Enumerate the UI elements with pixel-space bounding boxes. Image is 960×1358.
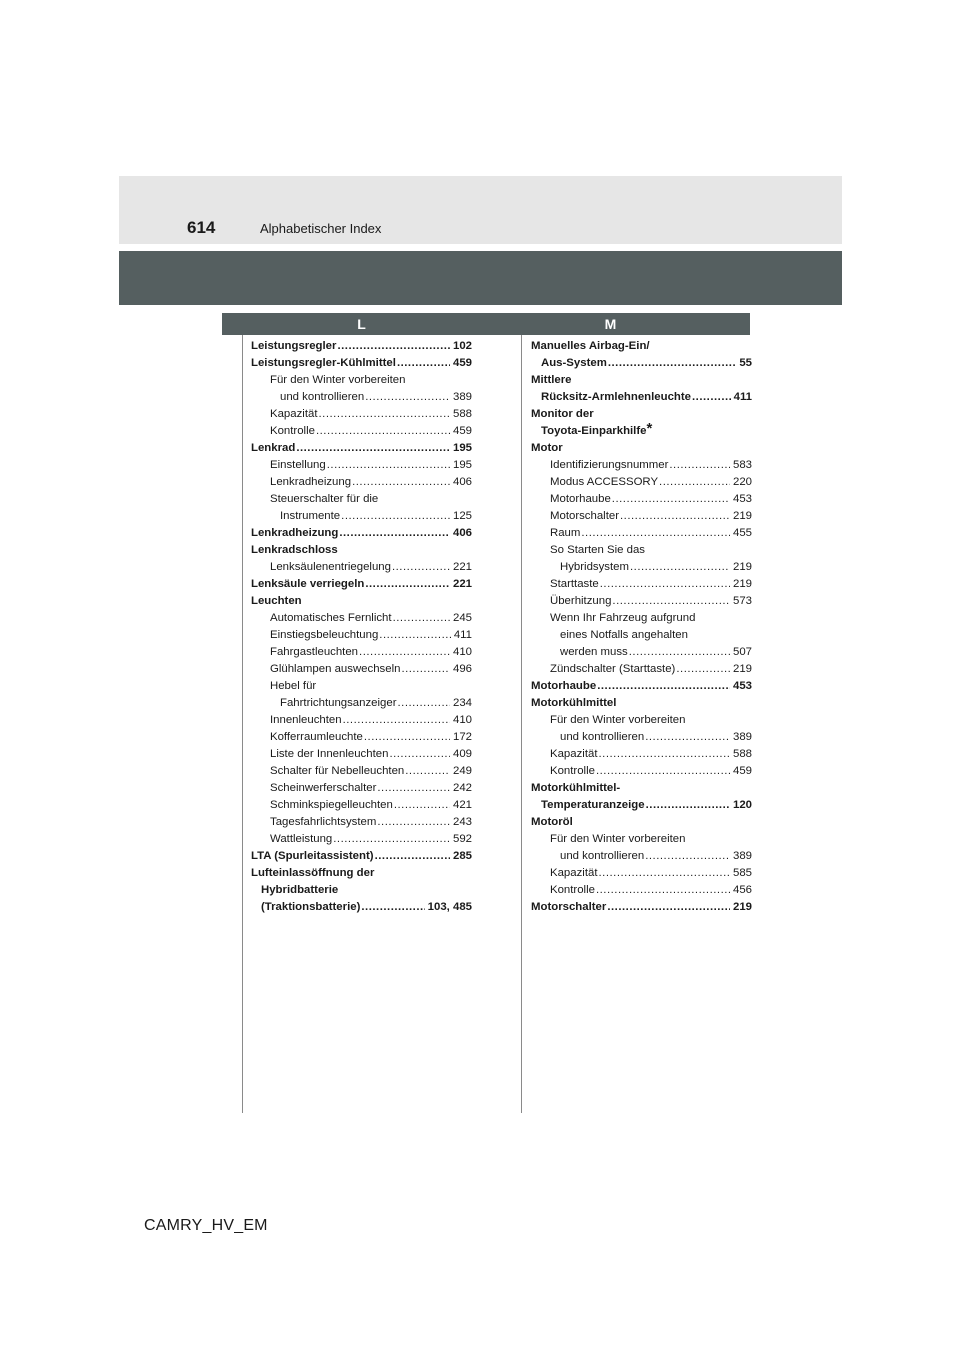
page-reference: 592 bbox=[452, 833, 472, 845]
page-reference: 410 bbox=[452, 714, 472, 726]
entry-term: So Starten Sie das bbox=[550, 544, 645, 556]
index-entry bbox=[531, 848, 752, 865]
page-reference: 411 bbox=[453, 629, 472, 641]
dot-leader bbox=[365, 389, 450, 406]
entry-term: Lenkradheizung bbox=[270, 476, 352, 488]
index-entry bbox=[251, 729, 472, 746]
index-heading bbox=[251, 865, 472, 882]
dot-leader bbox=[361, 899, 424, 916]
index-heading bbox=[531, 627, 752, 644]
index-heading bbox=[531, 780, 752, 797]
entry-term: Temperaturanzeige bbox=[541, 799, 645, 811]
index-entry bbox=[531, 746, 752, 763]
page-reference: 507 bbox=[732, 646, 752, 658]
page-reference: 409 bbox=[452, 748, 472, 760]
dot-leader bbox=[405, 763, 450, 780]
entry-term: Einstellung bbox=[270, 459, 326, 471]
entry-term: Schminkspiegelleuchten bbox=[270, 799, 393, 811]
entry-term: Zündschalter (Starttaste) bbox=[550, 663, 676, 675]
dot-leader bbox=[377, 780, 450, 797]
index-entry bbox=[251, 389, 472, 406]
index-entry bbox=[251, 695, 472, 712]
index-heading bbox=[531, 814, 752, 831]
index-entry bbox=[251, 576, 472, 593]
index-entry bbox=[531, 899, 752, 916]
entry-term: Raum bbox=[550, 527, 581, 539]
page-reference: 221 bbox=[452, 578, 472, 590]
index-entry bbox=[531, 763, 752, 780]
index-entry bbox=[251, 661, 472, 678]
index-entry bbox=[531, 508, 752, 525]
dot-leader bbox=[620, 508, 730, 525]
entry-term: Kofferraumleuchte bbox=[270, 731, 363, 743]
entry-term: Starttaste bbox=[550, 578, 599, 590]
dot-leader bbox=[339, 525, 450, 542]
dot-leader bbox=[645, 848, 730, 865]
dot-leader bbox=[401, 661, 450, 678]
dot-leader bbox=[377, 814, 450, 831]
index-entry bbox=[251, 355, 472, 372]
index-entry bbox=[531, 355, 752, 372]
entry-term: Kontrolle bbox=[270, 425, 315, 437]
entry-term: Modus ACCESSORY bbox=[550, 476, 659, 488]
dot-leader bbox=[646, 797, 730, 814]
index-entry bbox=[531, 389, 752, 406]
index-entry bbox=[251, 559, 472, 576]
dot-leader bbox=[296, 440, 450, 457]
entry-term: Scheinwerferschalter bbox=[270, 782, 377, 794]
page-number: 614 bbox=[187, 218, 216, 237]
entry-term: Lenksäule verriegeln bbox=[251, 578, 365, 590]
index-heading bbox=[251, 491, 472, 508]
dot-leader bbox=[327, 457, 450, 474]
dot-leader bbox=[659, 474, 730, 491]
page-reference: 285 bbox=[452, 850, 472, 862]
entry-term: Hybridbatterie bbox=[261, 884, 339, 896]
dot-leader bbox=[397, 355, 450, 372]
dot-leader bbox=[645, 729, 730, 746]
index-heading bbox=[531, 338, 752, 355]
index-entry bbox=[531, 525, 752, 542]
page-reference: 243 bbox=[452, 816, 472, 828]
page-reference: 588 bbox=[452, 408, 472, 420]
page-reference: 249 bbox=[452, 765, 472, 777]
dot-leader bbox=[607, 899, 730, 916]
entry-term: eines Notfalls angehalten bbox=[560, 629, 688, 641]
entry-term: und kontrollieren bbox=[280, 391, 365, 403]
footnote-star: * bbox=[646, 420, 653, 437]
page-reference: 389 bbox=[732, 731, 752, 743]
entry-term: Motorhaube bbox=[550, 493, 611, 505]
dot-leader bbox=[337, 338, 450, 355]
index-entry bbox=[531, 644, 752, 661]
page-reference: 220 bbox=[732, 476, 752, 488]
page-reference: 496 bbox=[452, 663, 472, 675]
dot-leader bbox=[599, 746, 730, 763]
entry-term: Motorhaube bbox=[531, 680, 597, 692]
page-reference: 234 bbox=[452, 697, 472, 709]
entry-term: Toyota-Einparkhilfe bbox=[541, 425, 647, 437]
page-reference: 102 bbox=[452, 340, 472, 352]
index-entry bbox=[531, 593, 752, 610]
index-heading bbox=[251, 542, 472, 559]
dot-leader bbox=[394, 797, 450, 814]
entry-term: Instrumente bbox=[280, 510, 341, 522]
entry-term: Hebel für bbox=[270, 680, 317, 692]
entry-term: Motorkühlmittel- bbox=[531, 782, 621, 794]
dot-leader bbox=[393, 610, 450, 627]
entry-term: Kapazität bbox=[270, 408, 318, 420]
index-entry bbox=[531, 491, 752, 508]
index-entry bbox=[251, 712, 472, 729]
index-heading bbox=[251, 593, 472, 610]
index-entry bbox=[531, 882, 752, 899]
section-banner bbox=[119, 251, 842, 305]
index-entry bbox=[251, 848, 472, 865]
letter-heading-m: M bbox=[471, 313, 750, 335]
page-reference: 410 bbox=[452, 646, 472, 658]
dot-leader bbox=[612, 491, 730, 508]
dot-leader bbox=[597, 678, 730, 695]
index-column-l bbox=[251, 338, 472, 916]
dot-leader bbox=[669, 457, 730, 474]
index-entry bbox=[531, 729, 752, 746]
index-heading bbox=[531, 610, 752, 627]
entry-term: Motorschalter bbox=[550, 510, 620, 522]
entry-term: Mittlere bbox=[531, 374, 572, 386]
dot-leader bbox=[596, 882, 730, 899]
page-reference: 219 bbox=[732, 510, 752, 522]
entry-term: Identifizierungsnummer bbox=[550, 459, 669, 471]
page-reference: 453 bbox=[732, 680, 752, 692]
page-reference: 411 bbox=[733, 391, 752, 403]
dot-leader bbox=[319, 406, 450, 423]
dot-leader bbox=[333, 831, 450, 848]
index-entry bbox=[251, 457, 472, 474]
index-entry bbox=[251, 525, 472, 542]
dot-leader bbox=[608, 355, 736, 372]
page-reference: 221 bbox=[452, 561, 472, 573]
entry-term: Lenkradheizung bbox=[251, 527, 339, 539]
page-reference: 588 bbox=[732, 748, 752, 760]
entry-term: Motorkühlmittel bbox=[531, 697, 617, 709]
index-heading bbox=[531, 372, 752, 389]
entry-term: Innenleuchten bbox=[270, 714, 342, 726]
index-entry bbox=[251, 508, 472, 525]
index-heading bbox=[531, 542, 752, 559]
entry-term: Leuchten bbox=[251, 595, 302, 607]
entry-term: Leistungsregler-Kühlmittel bbox=[251, 357, 396, 369]
page-reference: 219 bbox=[732, 578, 752, 590]
index-entry bbox=[531, 797, 752, 814]
page-reference: 459 bbox=[452, 425, 472, 437]
entry-term: Aus-System bbox=[541, 357, 607, 369]
index-entry bbox=[251, 440, 472, 457]
index-heading bbox=[251, 372, 472, 389]
index-entry bbox=[251, 763, 472, 780]
dot-leader bbox=[692, 389, 731, 406]
entry-term: Fahrtrichtungsanzeiger bbox=[280, 697, 397, 709]
dot-leader bbox=[398, 695, 450, 712]
entry-term: Monitor der bbox=[531, 408, 594, 420]
page-reference: 389 bbox=[452, 391, 472, 403]
page-reference: 125 bbox=[452, 510, 472, 522]
dot-leader bbox=[676, 661, 730, 678]
entry-term: Steuerschalter für die bbox=[270, 493, 379, 505]
entry-term: LTA (Spurleitassistent) bbox=[251, 850, 374, 862]
column-divider-right bbox=[521, 335, 522, 1113]
entry-term: Liste der Innenleuchten bbox=[270, 748, 389, 760]
entry-term: Lenkradschloss bbox=[251, 544, 338, 556]
page-reference: 406 bbox=[452, 476, 472, 488]
index-entry bbox=[531, 678, 752, 695]
page-reference: 459 bbox=[732, 765, 752, 777]
index-entry bbox=[251, 780, 472, 797]
column-divider-left bbox=[242, 335, 243, 1113]
entry-term: Lufteinlassöffnung der bbox=[251, 867, 375, 879]
page-reference: 219 bbox=[732, 901, 752, 913]
entry-term: Überhitzung bbox=[550, 595, 612, 607]
index-entry bbox=[251, 474, 472, 491]
entry-term: Manuelles Airbag-Ein/ bbox=[531, 340, 650, 352]
dot-leader bbox=[392, 559, 450, 576]
index-entry bbox=[251, 831, 472, 848]
entry-term: Kontrolle bbox=[550, 765, 595, 777]
entry-term: Für den Winter vorbereiten bbox=[270, 374, 406, 386]
page-reference: 573 bbox=[732, 595, 752, 607]
dot-leader bbox=[352, 474, 450, 491]
page-reference: 195 bbox=[452, 459, 472, 471]
index-entry bbox=[531, 457, 752, 474]
page-reference: 120 bbox=[732, 799, 752, 811]
header-band bbox=[119, 176, 842, 244]
index-entry bbox=[251, 627, 472, 644]
dot-leader bbox=[316, 423, 450, 440]
entry-term: Motoröl bbox=[531, 816, 573, 828]
letter-heading-l: L bbox=[222, 313, 501, 335]
dot-leader bbox=[596, 763, 730, 780]
page-reference: 453 bbox=[732, 493, 752, 505]
section-title: Alphabetischer Index bbox=[260, 221, 382, 236]
page-reference: 219 bbox=[732, 561, 752, 573]
index-heading bbox=[251, 678, 472, 695]
index-heading bbox=[531, 695, 752, 712]
index-entry bbox=[531, 576, 752, 593]
entry-term: Einstiegsbeleuchtung bbox=[270, 629, 379, 641]
index-column-m bbox=[531, 338, 752, 916]
entry-term: Leistungsregler bbox=[251, 340, 337, 352]
entry-term: Motorschalter bbox=[531, 901, 607, 913]
dot-leader bbox=[343, 712, 450, 729]
index-entry bbox=[251, 797, 472, 814]
dot-leader bbox=[630, 559, 730, 576]
entry-term: Automatisches Fernlicht bbox=[270, 612, 392, 624]
page-reference: 55 bbox=[739, 357, 752, 369]
index-entry bbox=[531, 474, 752, 491]
index-entry bbox=[251, 406, 472, 423]
entry-term: Wenn Ihr Fahrzeug aufgrund bbox=[550, 612, 696, 624]
index-entry bbox=[531, 865, 752, 882]
page-reference: 219 bbox=[732, 663, 752, 675]
index-entry bbox=[251, 814, 472, 831]
entry-term: und kontrollieren bbox=[560, 850, 645, 862]
index-heading bbox=[531, 420, 752, 440]
entry-term: Rücksitz-Armlehnenleuchte bbox=[541, 391, 692, 403]
page-reference: 585 bbox=[732, 867, 752, 879]
entry-term: Hybridsystem bbox=[560, 561, 629, 573]
document-code: CAMRY_HV_EM bbox=[144, 1217, 268, 1234]
page-reference: 456 bbox=[732, 884, 752, 896]
entry-term: (Traktionsbatterie) bbox=[261, 901, 361, 913]
entry-term: Tagesfahrlichtsystem bbox=[270, 816, 377, 828]
entry-term: Wattleistung bbox=[270, 833, 333, 845]
page-reference: 459 bbox=[452, 357, 472, 369]
dot-leader bbox=[375, 848, 450, 865]
index-heading bbox=[531, 831, 752, 848]
page-reference: 421 bbox=[452, 799, 472, 811]
index-entry bbox=[251, 644, 472, 661]
index-heading bbox=[251, 882, 472, 899]
entry-term: Schalter für Nebelleuchten bbox=[270, 765, 405, 777]
index-heading bbox=[531, 440, 752, 457]
index-heading bbox=[531, 406, 752, 423]
index-entry bbox=[251, 423, 472, 440]
entry-term: Lenkrad bbox=[251, 442, 296, 454]
dot-leader bbox=[600, 576, 730, 593]
page-reference: 245 bbox=[452, 612, 472, 624]
page-reference: 455 bbox=[732, 527, 752, 539]
index-heading bbox=[531, 712, 752, 729]
page-reference: 242 bbox=[452, 782, 472, 794]
dot-leader bbox=[389, 746, 450, 763]
entry-term: Kontrolle bbox=[550, 884, 595, 896]
dot-leader bbox=[365, 576, 450, 593]
page-reference: 389 bbox=[732, 850, 752, 862]
entry-term: Glühlampen auswechseln bbox=[270, 663, 401, 675]
page-reference: 103, 485 bbox=[427, 901, 472, 913]
page-reference: 195 bbox=[452, 442, 472, 454]
page-reference: 172 bbox=[452, 731, 472, 743]
dot-leader bbox=[629, 644, 730, 661]
page-reference: 583 bbox=[732, 459, 752, 471]
index-entry bbox=[531, 559, 752, 576]
index-entry bbox=[531, 661, 752, 678]
entry-term: Fahrgastleuchten bbox=[270, 646, 359, 658]
entry-term: werden muss bbox=[560, 646, 628, 658]
dot-leader bbox=[612, 593, 730, 610]
index-entry bbox=[251, 338, 472, 355]
entry-term: Für den Winter vorbereiten bbox=[550, 714, 686, 726]
entry-term: Lenksäulenentriegelung bbox=[270, 561, 391, 573]
dot-leader bbox=[581, 525, 730, 542]
dot-leader bbox=[379, 627, 451, 644]
entry-term: Kapazität bbox=[550, 867, 598, 879]
index-entry bbox=[251, 899, 472, 916]
page-reference: 406 bbox=[452, 527, 472, 539]
dot-leader bbox=[359, 644, 450, 661]
dot-leader bbox=[341, 508, 450, 525]
entry-term: Motor bbox=[531, 442, 563, 454]
dot-leader bbox=[364, 729, 450, 746]
index-entry bbox=[251, 610, 472, 627]
index-entry bbox=[251, 746, 472, 763]
entry-term: Kapazität bbox=[550, 748, 598, 760]
entry-term: Für den Winter vorbereiten bbox=[550, 833, 686, 845]
entry-term: und kontrollieren bbox=[560, 731, 645, 743]
dot-leader bbox=[599, 865, 730, 882]
